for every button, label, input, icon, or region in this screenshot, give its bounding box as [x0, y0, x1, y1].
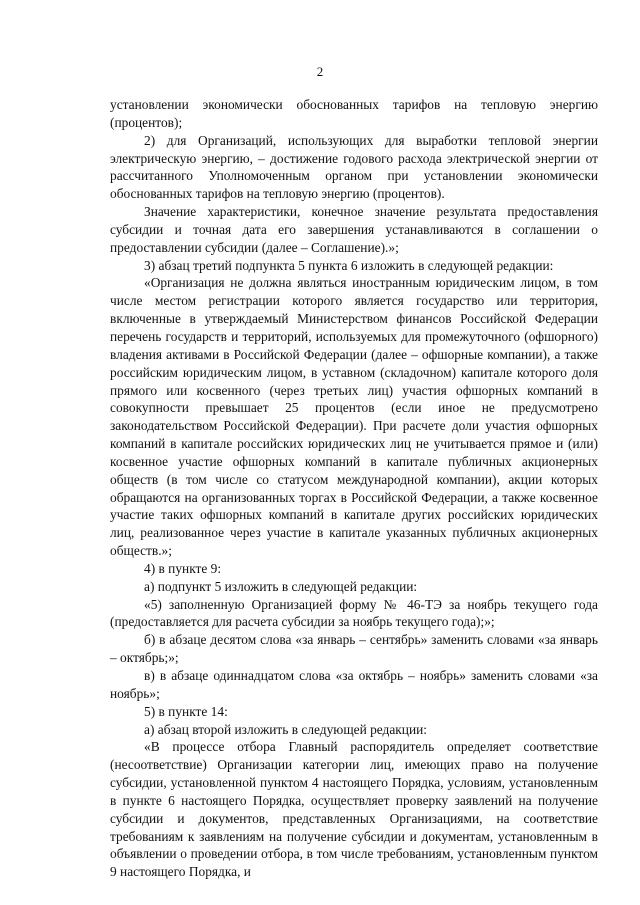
document-paragraph: установлении экономически обоснованных тарифов на тепловую энергию (процентов);: [110, 97, 598, 130]
document-paragraph: а) абзац второй изложить в следующей редакции:: [144, 721, 428, 737]
document-paragraph: «Организация не должна являться иностранным юридическим лицом, в том числе местом регистрации которого является государство или территория, включенные в утверждаемый Министерством финансов Российской Федерации перечень государств и территорий, используемых для промежуточного (офшорного) владения активами в Российской Федерации (далее – офшорные компании), а также российским юридическим лицом, в уставном (складочном) капитале которого доля прямого или косвенного (через третьих лиц) участия офшорных компаний в совокупности превышает 25 процентов (если иное не предусмотрено законодательством Российской Федерации). При расчете доли участия офшорных компаний в капитале российских юридических лиц не учитывается прямое и (или) косвенное участие офшорных компаний в капитале публичных акционерных обществ (в том числе со статусом международной компании), акции которых обращаются на организованных торгах в Российской Федерации, а также косвенное участие таких офшорных компаний в капитале других российских юридических лиц, реализованное через участие в капитале указанных публичных акционерных обществ.»;: [110, 275, 598, 559]
document-paragraph: 2) для Организаций, использующих для выработки тепловой энергии электрическую энергию, – достижение годового расхода электрической энергии от рассчитанного Уполномоченным органом при установлении экономически обоснованных тарифов на тепловую энергию (процентов).: [110, 132, 598, 202]
document-paragraph: «В процессе отбора Главный распорядитель определяет соответствие (несоответствие) Организации категории лиц, имеющих право на получение субсидии, установленной пунктом 4 настоящего Порядка, условиям, установленным в пункте 6 настоящего Порядка, осуществляет проверку заявлений на получение субсидии и документов, представленных Организациями, на соответствие требованиям к заявлениям на получение субсидии и документам, установленным в объявлении о проведении отбора, в том числе требованиям, установленным пунктом 9 настоящего Порядка, и: [110, 739, 598, 880]
document-paragraph: а) подпункт 5 изложить в следующей редакции:: [144, 578, 418, 594]
document-paragraph: б) в абзаце десятом слова «за январь – сентябрь» заменить словами «за январь – октябрь;»;: [110, 632, 598, 666]
document-body: [110, 96, 598, 881]
document-paragraph: 5) в пункте 14:: [144, 703, 228, 719]
document-paragraph: «5) заполненную Организацией форму № 46-ТЭ за ноябрь текущего года (предоставляется для расчета субсидии за ноябрь текущего года);»;: [110, 596, 598, 630]
document-paragraph: Значение характеристики, конечное значение результата предоставления субсидии и точная дата его завершения устанавливаются в соглашении о предоставлении субсидии (далее – Соглашение).»;: [110, 204, 598, 255]
document-paragraph: 4) в пункте 9:: [144, 560, 222, 576]
document-paragraph: 3) абзац третий подпункта 5 пункта 6 изложить в следующей редакции:: [144, 257, 554, 273]
document-paragraph: в) в абзаце одиннадцатом слова «за октябрь – ноябрь» заменить словами «за ноябрь»;: [110, 668, 598, 701]
page-number: 2: [316, 64, 324, 79]
